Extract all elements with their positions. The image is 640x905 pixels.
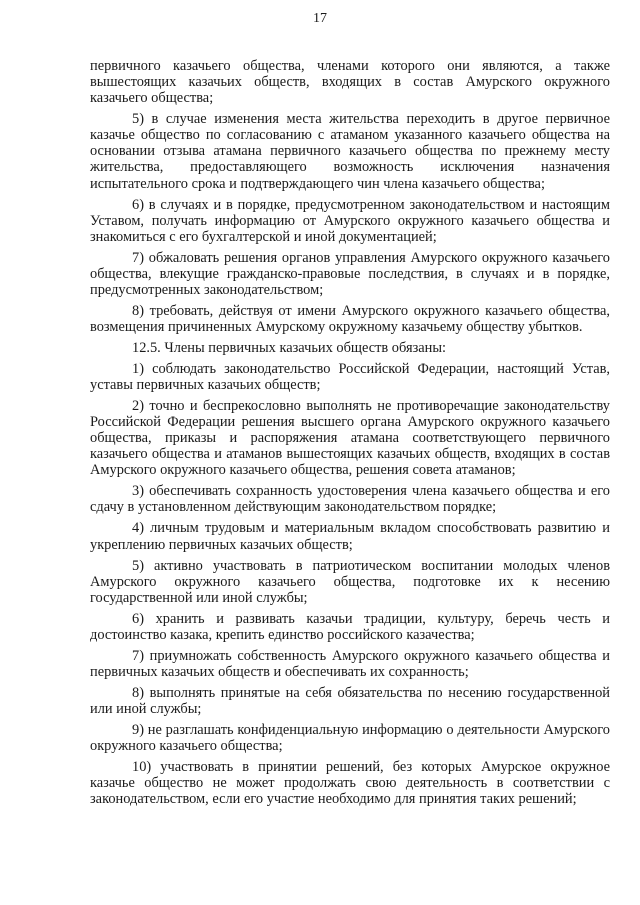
paragraph-right-7: 7) обжаловать решения органов управления Амурского окружного казачьего общества, влекущие гражданско-правовые последствия, в случаях и в порядке, предусмотренных законодательством;: [90, 249, 610, 298]
page-number: 17: [313, 11, 327, 26]
paragraph-duty-5: 5) активно участвовать в патриотическом воспитании молодых членов Амурского окружного казачьего общества, подготовке их к несению государственной или иной службы;: [90, 557, 610, 606]
paragraph-right-5: 5) в случае изменения места жительства переходить в другое первичное казачье общество по согласованию с атаманом указанного казачьего общества на основании отзыва атамана первичного казачьего общества по прежнему месту жительства, предоставляющего возможность исключения назначения испытательного срока и подтверждающего чин члена казачьего общества;: [90, 111, 610, 192]
paragraph-duty-8: 8) выполнять принятые на себя обязательства по несению государственной или иной службы;: [90, 684, 610, 717]
paragraph-duty-3: 3) обеспечивать сохранность удостоверения члена казачьего общества и его сдачу в установленном действующим законодательством порядке;: [90, 483, 610, 516]
paragraph-duty-4: 4) личным трудовым и материальным вкладом способствовать развитию и укреплению первичных казачьих обществ;: [90, 520, 610, 553]
paragraph-duty-1: 1) соблюдать законодательство Российской Федерации, настоящий Устав, уставы первичных казачьих обществ;: [90, 360, 610, 394]
document-body: [90, 58, 610, 807]
paragraph-duty-7: 7) приумножать собственность Амурского окружного казачьего общества и первичных казачьих обществ и обеспечивать их сохранность;: [90, 647, 610, 680]
paragraph-duty-2: 2) точно и беспрекословно выполнять не противоречащие законодательству Российской Федерации решения высшего органа Амурского окружного казачьего общества, приказы и распоряжения атамана соответствующего первичного казачьего общества и атаманов вышестоящих казачьих обществ, входящих в состав Амурского окружного казачьего общества, решения совета атаманов;: [90, 398, 610, 479]
paragraph-continuation: первичного казачьего общества, членами которого они являются, а также вышестоящих казачьих обществ, входящих в состав Амурского окружного казачьего общества;: [90, 58, 610, 107]
paragraph-right-8: 8) требовать, действуя от имени Амурского окружного казачьего общества, возмещения причиненных Амурскому окружному казачьему обществу убытков.: [90, 302, 610, 335]
paragraph-right-6: 6) в случаях и в порядке, предусмотренном законодательством и настоящим Уставом, получать информацию от Амурского окружного казачьего общества и знакомиться с его бухгалтерской и иной документацией;: [90, 196, 610, 245]
section-heading-12-5: 12.5. Члены первичных казачьих обществ обязаны:: [132, 339, 447, 356]
paragraph-duty-6: 6) хранить и развивать казачьи традиции, культуру, беречь честь и достоинство казака, крепить единство российского казачества;: [90, 610, 610, 643]
paragraph-duty-10: 10) участвовать в принятии решений, без которых Амурское окружное казачье общество не может продолжать свою деятельность в соответствии с законодательством, если его участие необходимо для принятия таких решений;: [90, 759, 610, 808]
paragraph-duty-9: 9) не разглашать конфиденциальную информацию о деятельности Амурского окружного казачьего общества;: [90, 721, 610, 755]
